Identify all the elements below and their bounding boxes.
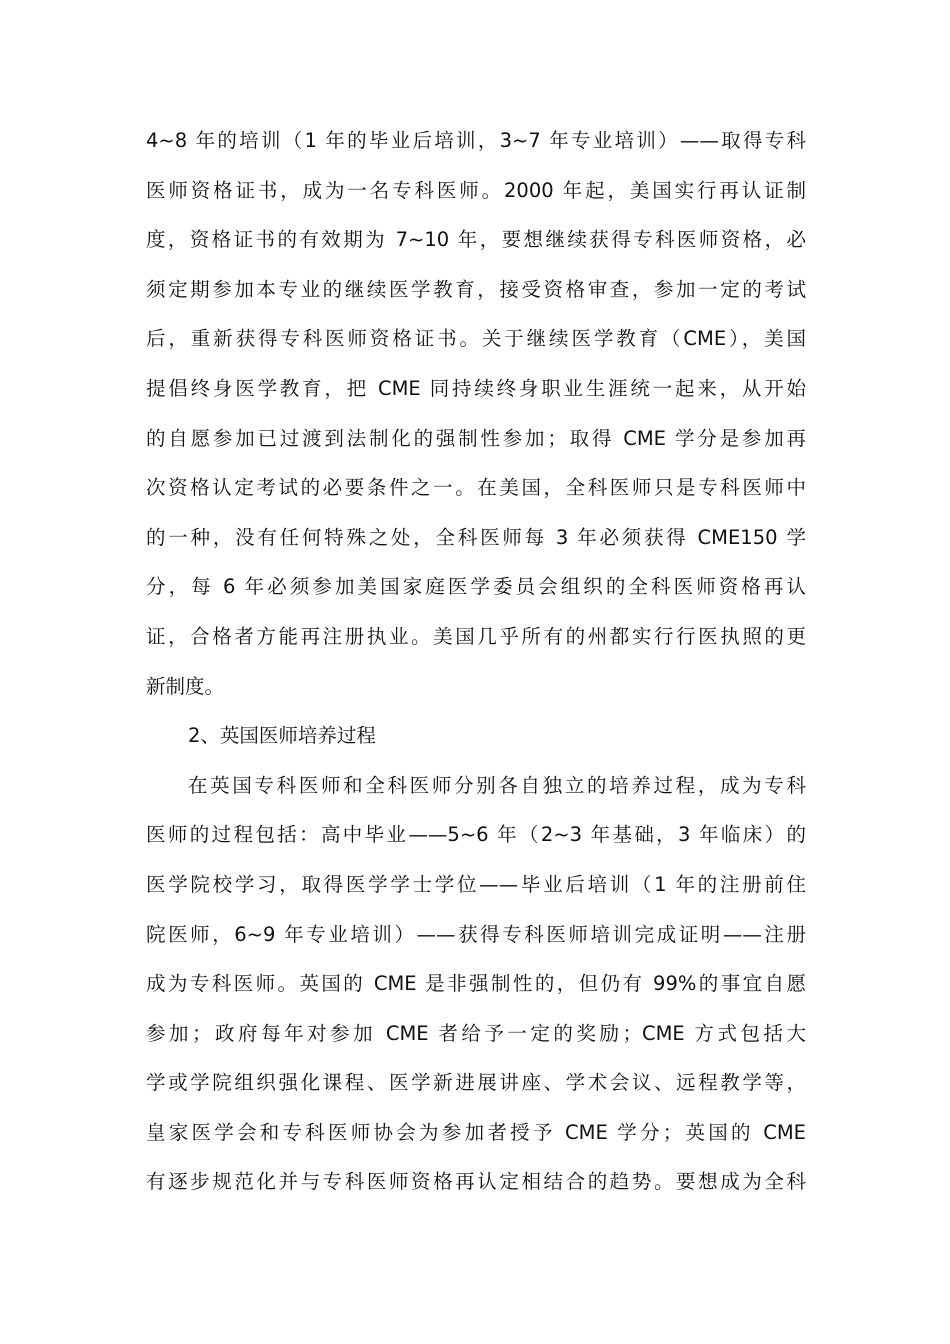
text-line: 须定期参加本专业的继续医学教育，接受资格审查，参加一定的考试 <box>146 277 806 301</box>
document-body <box>146 116 806 1207</box>
text-line: 分，每 6 年必须参加美国家庭医学委员会组织的全科医师资格再认 <box>146 575 806 599</box>
text-line: 证，合格者方能再注册执业。美国几乎所有的州都实行行医执照的更 <box>146 624 806 648</box>
text-line: 4~8 年的培训（1 年的毕业后培训，3~7 年专业培训）——取得专科 <box>146 129 806 152</box>
text-line: 医师资格证书，成为一名专科医师。2000 年起，美国实行再认证制 <box>146 178 806 202</box>
text-line: 皇家医学会和专科医师协会为参加者授予 CME 学分；英国的 CME <box>146 1120 806 1144</box>
text-line: 的自愿参加已过渡到法制化的强制性参加；取得 CME 学分是参加再 <box>146 426 806 450</box>
text-line: 有逐步规范化并与专科医师资格再认定相结合的趋势。要想成为全科 <box>146 1170 806 1194</box>
text-line: 学或学院组织强化课程、医学新进展讲座、学术会议、远程教学等， <box>146 1071 806 1095</box>
text-line: 新制度。 <box>146 674 225 698</box>
text-line: 成为专科医师。英国的 CME 是非强制性的，但仍有 99%的事宜自愿 <box>146 972 806 996</box>
text-line: 后，重新获得专科医师资格证书。关于继续医学教育（CME），美国 <box>146 327 806 351</box>
paragraph-uk-training <box>146 761 806 1207</box>
section-heading: 2、英国医师培养过程 <box>188 724 376 748</box>
paragraph-us-training <box>146 116 806 711</box>
text-line: 医学院校学习，取得医学学士学位——毕业后培训（1 年的注册前住 <box>146 872 806 896</box>
text-line: 医师的过程包括：高中毕业——5~6 年（2~3 年基础，3 年临床）的 <box>146 823 806 847</box>
text-line: 院医师，6~9 年专业培训）——获得专科医师培训完成证明——注册 <box>146 922 806 946</box>
text-line: 参加；政府每年对参加 CME 者给予一定的奖励；CME 方式包括大 <box>146 1021 806 1045</box>
text-line: 在英国专科医师和全科医师分别各自独立的培养过程，成为专科 <box>188 773 806 797</box>
text-line: 次资格认定考试的必要条件之一。在美国，全科医师只是专科医师中 <box>146 476 806 500</box>
text-line: 的一种，没有任何特殊之处，全科医师每 3 年必须获得 CME150 学 <box>146 525 806 549</box>
text-line: 度，资格证书的有效期为 7~10 年，要想继续获得专科医师资格，必 <box>146 228 806 252</box>
text-line: 提倡终身医学教育，把 CME 同持续终身职业生涯统一起来，从开始 <box>146 376 806 400</box>
